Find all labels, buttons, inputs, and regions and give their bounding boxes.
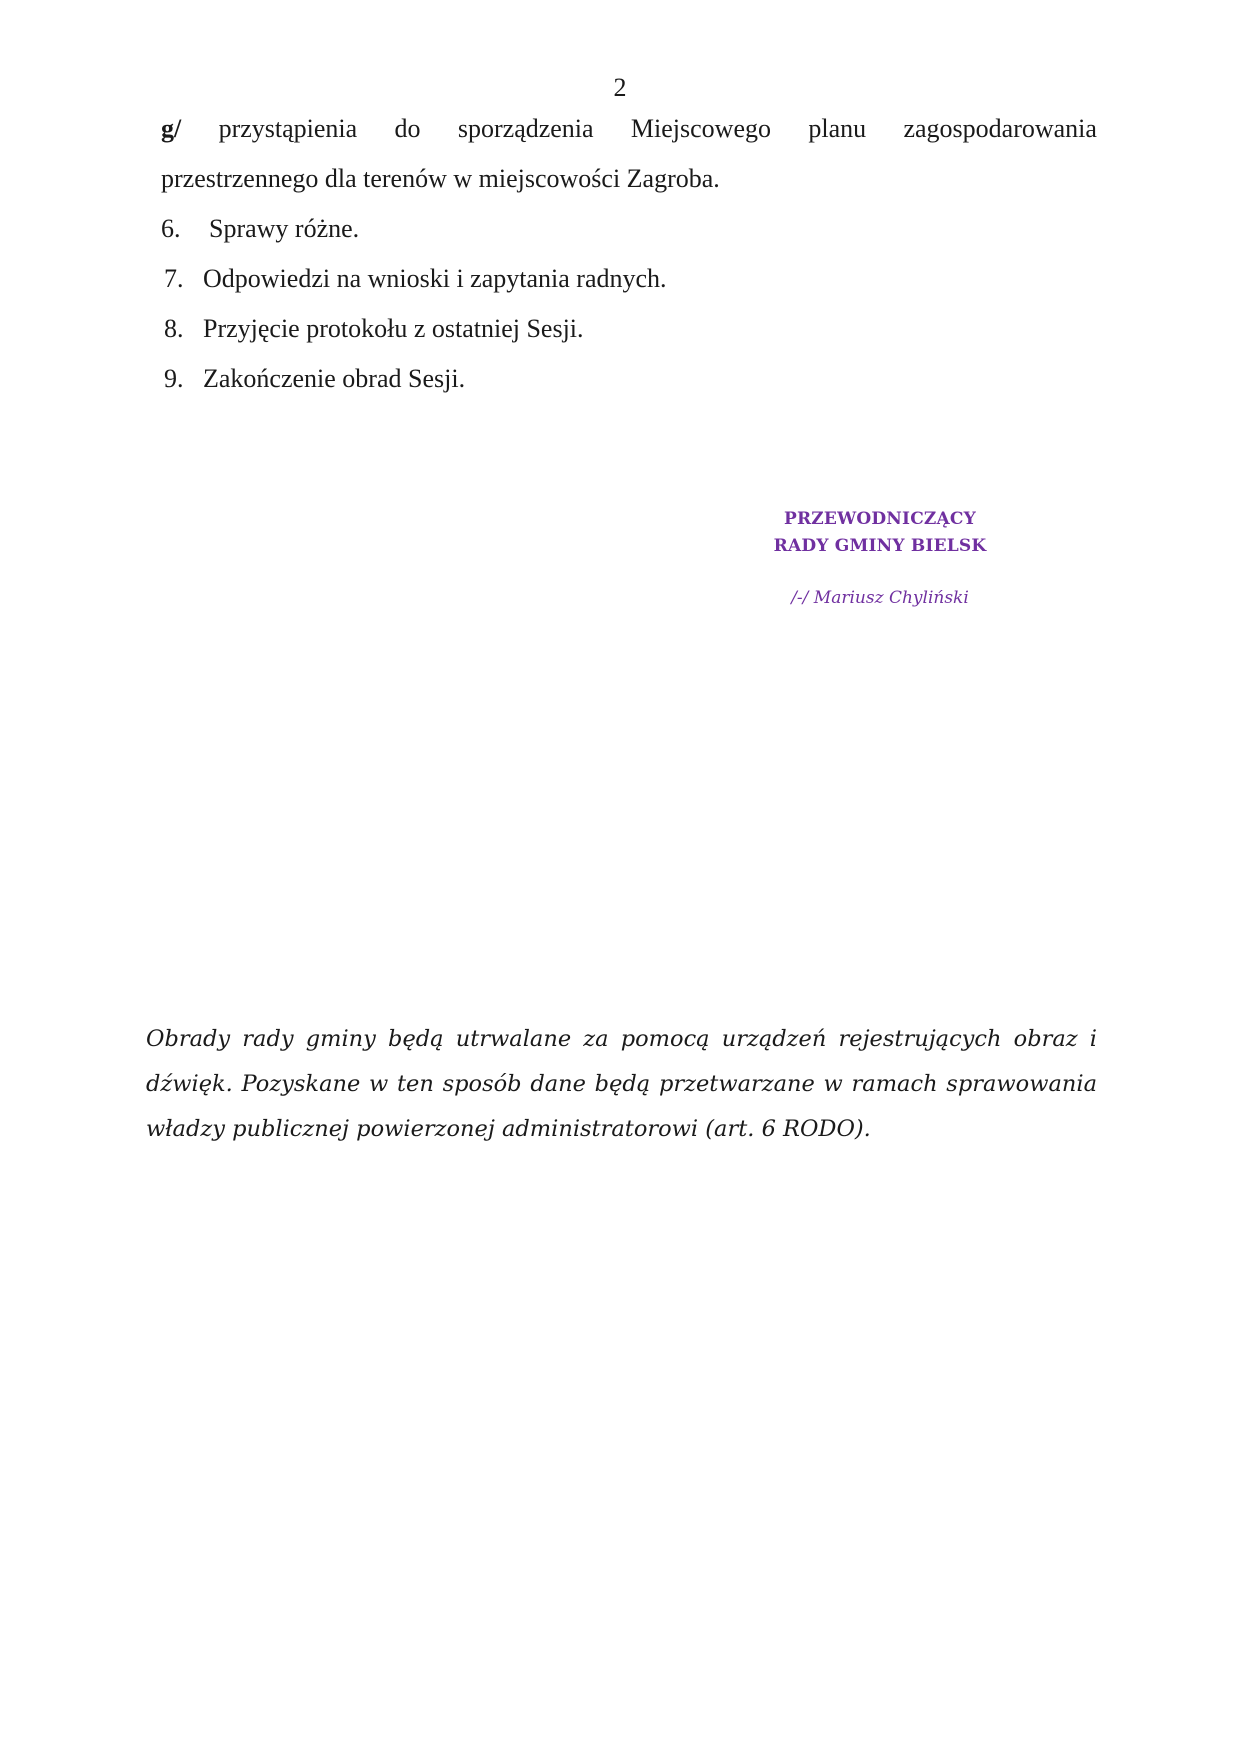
agenda-item: [161, 304, 667, 354]
agenda-word: planu: [808, 114, 867, 143]
recording-notice: Obrady rady gminy będą utrwalane za pomocą urządzeń rejestrujących obraz i dźwięk. Pozyskane w ten sposób dane będą przetwarzane w ramach sprawowania władzy publicznej powierzonej administratorowi (art. 6 RODO).: [146, 1026, 1097, 1142]
agenda-item-number: 8.: [164, 314, 184, 343]
agenda-item: [161, 354, 667, 404]
signature-role-line-2: RADY GMINY BIELSK: [773, 536, 987, 556]
agenda-word: sporządzenia: [457, 114, 594, 143]
agenda-item-text: Odpowiedzi na wnioski i zapytania radnych.: [203, 264, 667, 293]
agenda-item-continuation: [161, 104, 1097, 204]
agenda-word: przystąpienia: [218, 114, 358, 143]
signer-name: /-/ Mariusz Chyliński: [791, 588, 969, 608]
agenda-item-text: Przyjęcie protokołu z ostatniej Sesji.: [203, 314, 584, 343]
agenda-item-text: Sprawy różne.: [209, 214, 360, 243]
agenda-item-number: 9.: [164, 364, 184, 393]
signature-block: [740, 506, 1020, 612]
page-number: 2: [613, 73, 627, 102]
agenda-item-number: 6.: [161, 214, 181, 243]
agenda-list: [161, 204, 667, 404]
agenda-item: [161, 254, 667, 304]
agenda-word: zagospodarowania: [903, 114, 1097, 143]
agenda-item: [161, 204, 667, 254]
agenda-word: Miejscowego: [630, 114, 772, 143]
agenda-continuation-line-1: [161, 104, 1097, 154]
agenda-word: do: [394, 114, 421, 143]
agenda-continuation-line-2: przestrzennego dla terenów w miejscowości Zagroba.: [161, 164, 720, 193]
agenda-subitem-marker: g/: [161, 114, 182, 143]
signature-role-line-1: PRZEWODNICZĄCY: [783, 509, 976, 529]
agenda-item-number: 7.: [164, 264, 184, 293]
agenda-item-text: Zakończenie obrad Sesji.: [203, 364, 466, 393]
